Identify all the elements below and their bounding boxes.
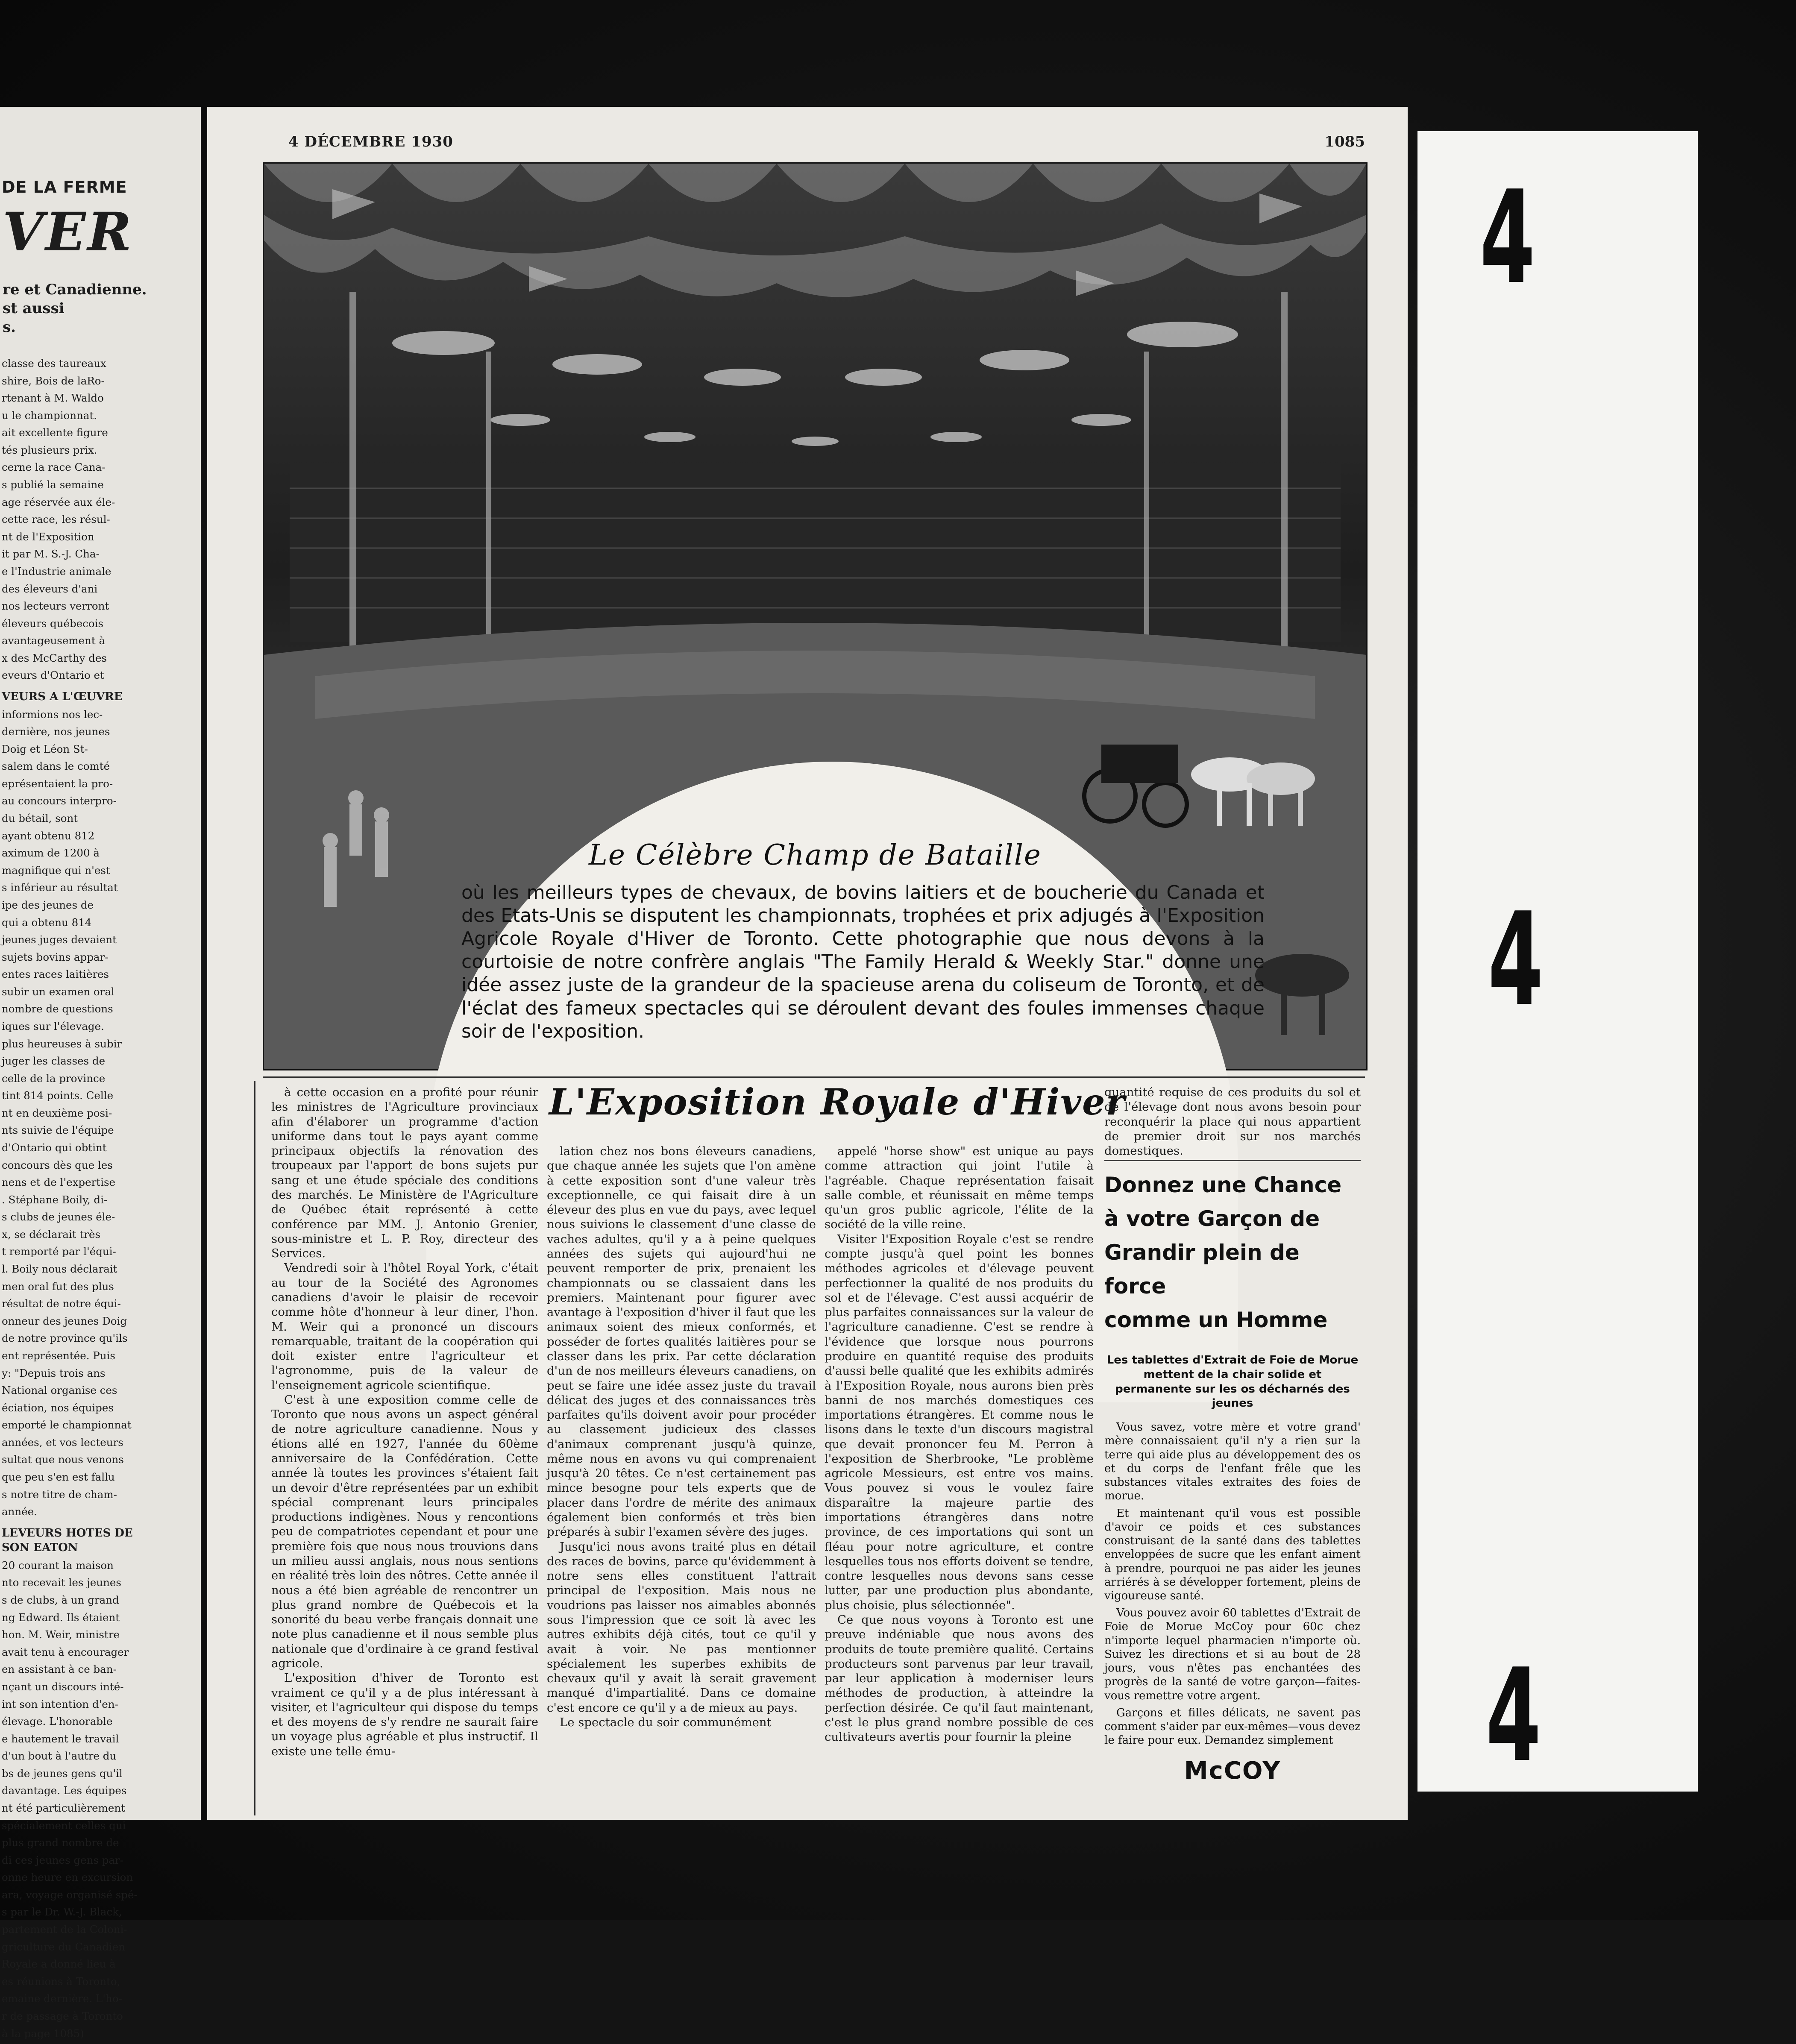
left-page-line: résultat de notre équi- bbox=[2, 1297, 121, 1310]
left-page-line: élevage. L'honorable bbox=[2, 1715, 113, 1728]
left-page-line: s clubs de jeunes éle- bbox=[2, 1211, 115, 1223]
left-page-line: ent représentée. Puis bbox=[2, 1349, 115, 1362]
left-page-line: l. Boily nous déclarait bbox=[2, 1263, 117, 1276]
article-paragraph: L'exposition d'hiver de Toronto est vraiment ce qu'il y a de plus intéressant à visiter, et l'agriculteur qui dispose du temps et des moyens de s'y rendre ne saurait faire un voyage plus agréable et plus instructif. Il existe une telle ému- bbox=[271, 1671, 538, 1758]
left-page-line: qui a obtenu 814 bbox=[2, 916, 92, 929]
target-mark: 4 bbox=[1488, 885, 1544, 1034]
article-headline: L'Exposition Royale d'Hiver bbox=[549, 1081, 1126, 1123]
left-page-line: informions nos lec- bbox=[2, 708, 103, 721]
left-page-line: National organise ces bbox=[2, 1384, 117, 1397]
left-page-line: emporté le championnat bbox=[2, 1419, 132, 1431]
left-page-line: emaine dernière. L'ho- bbox=[2, 1992, 122, 2005]
page-number: 1085 bbox=[1324, 133, 1365, 150]
left-page-line: éleveurs québecois bbox=[2, 617, 104, 630]
newspaper-page bbox=[207, 107, 1408, 1820]
left-page-line: entes races laitières bbox=[2, 968, 109, 981]
article-paragraph: à cette occasion en a profité pour réunir les ministres de l'Agriculture provinciaux afin d'élaborer un programme d'action uniforme dans tout le pays ayant comme principaux objectifs la rénovation des troupeaux par l'apport de bons sujets pur sang et une étude spéciale des conditions des marchés. Le Ministère de l'Agriculture de Québec était représenté à cette conférence par MM. J. Antonio Grenier, sous-ministre et L. P. Roy, directeur des Services. bbox=[271, 1085, 538, 1261]
left-page-line: rtenant à M. Waldo bbox=[2, 392, 104, 405]
ad-subhead: Les tablettes d'Extrait de Foie de Morue mettent de la chair solide et permanente sur les os décharnés des jeunes bbox=[1106, 1354, 1359, 1410]
left-page-line: it par M. S.-J. Cha- bbox=[2, 548, 100, 560]
rule bbox=[263, 1076, 1365, 1078]
ad-paragraph: Garçons et filles délicats, ne savent pas comment s'aider par eux-mêmes—vous devez le faire pour eux. Demandez simplement bbox=[1104, 1706, 1361, 1747]
left-page-line: s inférieur au résultat bbox=[2, 881, 118, 894]
mccoy-advertisement bbox=[1104, 1168, 1361, 1785]
ad-paragraph: Vous pouvez avoir 60 tablettes d'Extrait de Foie de Morue McCoy pour 60c chez n'importe lequel pharmacien n'importe où. Suivez les directions et si au bout de 28 jours, vous n'êtes pas enchantées des progrès de la santé de votre garçon—faites-vous remettre votre argent. bbox=[1104, 1607, 1361, 1702]
target-mark: 4 bbox=[1480, 163, 1535, 312]
left-page-line: ng Edward. Ils étaient bbox=[2, 1611, 120, 1624]
article-paragraph: C'est à une exposition comme celle de Toronto que nous avons un aspect général de notre agriculture canadienne. Nous y étions allé en 1927, l'année du 60ème anniversaire de la Confédération. Cette année là toutes les provinces s'étaient fait un devoir d'être représentées par un exhibit spécial comprenant leurs principales productions indigènes. Nous y rencontions peu de compatriotes cependant et pour une première fois que nous nous trouvions dans un milieu aussi anglais, nous nous sentions en réalité très loin des nôtres. Cette année il nous a été bien agréable de rencontrer un plus grand nombre de Québecois et la sonorité du beau verbe français donnait une note plus canadienne et il nous semble plus nationale que d'ordinaire à ce grand festival agricole. bbox=[271, 1393, 538, 1670]
left-page-line: nt de l'Exposition bbox=[2, 530, 94, 543]
left-page-line: davantage. Les équipes bbox=[2, 1784, 127, 1797]
left-page-line: s publié la semaine bbox=[2, 478, 104, 491]
left-page-line: dernière, nos jeunes bbox=[2, 725, 110, 738]
left-page-line: juger les classes de bbox=[2, 1055, 106, 1067]
left-page-line: nt en deuxième posi- bbox=[2, 1106, 112, 1119]
photo-title: Le Célèbre Champ de Bataille bbox=[589, 839, 1042, 871]
left-page-line: x des McCarthy des bbox=[2, 651, 107, 664]
left-page bbox=[0, 107, 201, 2040]
page-date: 4 DÉCEMBRE 1930 bbox=[288, 133, 453, 150]
ad-headline: Donnez une Chance à votre Garçon de Grandir plein de force comme un Homme bbox=[1104, 1173, 1342, 1332]
left-page-line: avantageusement à bbox=[2, 634, 106, 647]
article-column-2 bbox=[547, 1144, 816, 1730]
article-column-3 bbox=[825, 1144, 1094, 1745]
arena-photograph bbox=[263, 162, 1368, 1070]
ad-body bbox=[1104, 1420, 1361, 1747]
left-page-line: onneur des jeunes Doig bbox=[2, 1314, 127, 1327]
left-page-line: x, se déclarait très bbox=[2, 1228, 101, 1240]
left-page-line: eprésentaient la pro- bbox=[2, 777, 113, 790]
left-page-line: d'un bout à l'autre du bbox=[2, 1750, 117, 1762]
left-page-line: s notre titre de cham- bbox=[2, 1488, 117, 1501]
left-page-line: griculture du Canadien bbox=[2, 1940, 125, 1953]
left-page-line: année. bbox=[2, 1505, 37, 1518]
left-page-line: y: "Depuis trois ans bbox=[2, 1367, 106, 1379]
left-page-line: ara, voyage organisé spé- bbox=[2, 1888, 138, 1901]
left-page-line: sujets bovins appar- bbox=[2, 950, 109, 963]
left-page-line: e hautement le travail bbox=[2, 1732, 119, 1745]
article-paragraph: Vendredi soir à l'hôtel Royal York, c'était au tour de la Société des Agronomes canadiens d'avoir le plaisir de recevoir comme hôte d'honneur à leur diner, l'hon. M. Weir qui a prononcé un discours remarquable, traitant de la coopération qui doit exister entre l'agriculteur et l'agronomme, puis de la valeur de l'enseignement agricole scientifique. bbox=[271, 1261, 538, 1392]
left-page-line: u le championnat. bbox=[2, 409, 97, 422]
left-page-line: que peu s'en est fallu bbox=[2, 1471, 115, 1483]
left-page-line: cerne la race Cana- bbox=[2, 461, 106, 474]
left-page-line: avait tenu à encourager bbox=[2, 1645, 129, 1658]
left-page-big-title: VER bbox=[3, 201, 133, 263]
left-page-line: plus grand nombre de bbox=[2, 1836, 119, 1849]
microfilm-target-card bbox=[1417, 131, 1698, 1792]
left-page-line: celle de la province bbox=[2, 1072, 106, 1085]
left-page-line: t remporté par l'équi- bbox=[2, 1245, 116, 1258]
photo-caption: où les meilleurs types de chevaux, de bovins laitiers et de boucherie du Canada et des Etats-Unis se disputent les championnats, trophées et prix adjugés à l'Exposition Agricole Royale d'Hiver de Toronto. Cette photographie que nous devons à la courtoisie de notre confrère anglais "The Family Herald & Weekly Star." donne une idée assez juste de la grandeur de la spacieuse arena du coliseum de Toronto, et de l'éclat des fameux spectacles qui se déroulent devant des foules immenses chaque soir de l'exposition. bbox=[461, 882, 1265, 1042]
article-paragraph: Jusqu'ici nous avons traité plus en détail des races de bovins, parce qu'évidemment à notre sens elles constituent l'attrait principal de l'exposition. Mais nous ne voudrions pas laisser nos aimables abonnés sous l'impression que ce soit là avec les autres exhibits déjà cités, tout ce qu'il y avait à voir. Ne pas mentionner spécialement les superbes exhibits de chevaux qu'il y avait là serait gravement manqué d'impartialité. Dans ce domaine c'est encore ce qu'il y a de mieux au pays. bbox=[547, 1540, 816, 1715]
left-page-line: éciation, nos équipes bbox=[2, 1401, 114, 1414]
ad-paragraph: Et maintenant qu'il vous est possible d'avoir ce poids et ces substances construisant de la santé dans des tablettes enveloppées de sucre que les enfant aiment à prendre, pourquoi ne pas aider les jeunes arriérés à se développer fortement, pleins de vigoureuse santé. bbox=[1104, 1507, 1361, 1602]
article-column-1 bbox=[271, 1085, 538, 1759]
left-page-line: au concours interpro- bbox=[2, 795, 117, 807]
left-page-line: Royale a donné lieu à bbox=[2, 1958, 116, 1971]
left-page-line: spécialement celles qui bbox=[2, 1819, 126, 1832]
left-page-line: age réservée aux éle- bbox=[2, 496, 115, 508]
left-page-line: d'Ontario qui obtint bbox=[2, 1141, 107, 1154]
left-page-line: iques sur l'élevage. bbox=[2, 1020, 104, 1032]
left-page-line: shire, Bois de laRo- bbox=[2, 374, 105, 387]
left-page-line: bs de jeunes gens qu'il bbox=[2, 1767, 123, 1780]
left-page-line: int son intention d'en- bbox=[2, 1698, 118, 1710]
article-paragraph: Ce que nous voyons à Toronto est une preuve indéniable que nous avons des produits de toute première qualité. Certains producteurs sont parvenus par leur travail, par leur application à moderniser leurs méthodes de production, à atteindre la perfection désirée. Ce qu'il faut maintenant, c'est le plus grand nombre possible de ces cultivateurs avertis pour fournir la pleine bbox=[825, 1613, 1094, 1744]
article-column-4 bbox=[1104, 1085, 1361, 1158]
left-page-line: ayant obtenu 812 bbox=[2, 829, 95, 842]
left-page-line: cette race, les résul- bbox=[2, 513, 110, 526]
left-page-line: en assistant à ce ban- bbox=[2, 1663, 117, 1676]
column-4-paragraph: quantité requise de ces produits du sol et de l'élevage dont nous avons besoin pour reconquérir la place qui nous appartient de premier droit sur nos marchés domestiques. bbox=[1104, 1085, 1361, 1158]
left-page-line: sultat que nous venons bbox=[2, 1453, 124, 1466]
left-page-line: du bétail, sont bbox=[2, 812, 78, 825]
left-page-line: nto recevait les jeunes bbox=[2, 1576, 121, 1589]
left-page-line: plus heureuses à subir bbox=[2, 1037, 122, 1050]
left-page-line: concours dès que les bbox=[2, 1158, 113, 1171]
left-page-line: men oral fut des plus bbox=[2, 1280, 114, 1293]
left-page-line: nens et de l'expertise bbox=[2, 1176, 116, 1189]
left-page-line: nos lecteurs verront bbox=[2, 600, 109, 613]
left-page-line: nts suivie de l'équipe bbox=[2, 1124, 114, 1137]
ad-paragraph: Vous savez, votre mère et votre grand' mère connaissaient qu'il n'y a rien sur la terre qui aide plus au développement des os et du corps de l'enfant frêle que les substances vitales extraites des foies de morue. bbox=[1104, 1421, 1361, 1503]
ad-brand: McCOY bbox=[1184, 1757, 1281, 1785]
left-page-line: e l'Industrie animale bbox=[2, 565, 112, 578]
left-page-line: s par le Dr. W.-J. Black, bbox=[2, 1906, 122, 1918]
left-page-line: r de passage à Toronto bbox=[2, 2009, 123, 2022]
left-page-line: tés plusieurs prix. bbox=[2, 443, 97, 456]
left-page-line: Doig et Léon St- bbox=[2, 742, 88, 755]
article-paragraph: Le spectacle du soir communément bbox=[560, 1715, 772, 1729]
left-page-line: aximum de 1200 à bbox=[2, 847, 100, 859]
article-paragraph: appelé "horse show" est unique au pays comme attraction qui joint l'utile à l'agréable. Chaque représentation faisait salle comble, et réunissait en même temps qu'un gros public agricole, l'élite de la société de la ville reine. bbox=[825, 1144, 1094, 1232]
left-page-line: à la page 1085) bbox=[2, 2027, 84, 2040]
left-page-line: tint 814 points. Celle bbox=[2, 1089, 114, 1102]
left-page-column bbox=[2, 357, 194, 2044]
left-page-header: DE LA FERME bbox=[2, 178, 127, 196]
left-page-line: onne heure en excursion bbox=[2, 1871, 133, 1884]
left-page-line: es réunions à Toronto, bbox=[2, 1975, 120, 1988]
left-page-line: 20 courant la maison bbox=[2, 1559, 114, 1572]
left-page-line: ipe des jeunes de bbox=[2, 898, 94, 911]
rule bbox=[254, 1081, 255, 1815]
left-page-line: années, et vos lecteurs bbox=[2, 1436, 123, 1449]
left-page-heading: LEVEURS HOTES DE SON EATON bbox=[2, 1526, 133, 1554]
left-page-line: classe des taureaux bbox=[2, 357, 106, 370]
left-page-line: hon. M. Weir, ministre bbox=[2, 1628, 120, 1641]
left-page-line: magnifique qui n'est bbox=[2, 864, 110, 877]
left-page-heading: VEURS A L'ŒUVRE bbox=[2, 690, 123, 703]
left-page-line: eveurs d'Ontario et bbox=[2, 669, 104, 682]
target-mark: 4 bbox=[1486, 1641, 1541, 1790]
left-page-line: . Stéphane Boily, di- bbox=[2, 1193, 108, 1206]
left-page-line: nçant un discours inté- bbox=[2, 1680, 124, 1693]
left-page-line: di ces jeunes gens par- bbox=[2, 1853, 124, 1866]
article-paragraph: Visiter l'Exposition Royale c'est se rendre compte jusqu'à quel point les bonnes méthodes agricoles et d'élevage peuvent perfectionner la qualité de nos produits du sol et de l'élevage. C'est aussi acquérir de plus parfaites connaissances sur la valeur de l'agriculture canadienne. C'est se rendre à l'évidence que lorsque nous pourrons produire en quantité requise des produits d'aussi belle qualité que les exhibits admirés à l'Exposition Royale, nous aurons bien près banni de nos marchés domestiques ces importations étrangères. Et comme nous le lisons dans le texte d'un discours magistral que devait prononcer feu M. Perron à l'exposition de Sherbrooke, "Le problème agricole Messieurs, est entre vos mains. Vous pouvez si vous le voulez faire disparaître la majeure partie des importations étrangères dans notre province, de ces importations qui sont un fléau pour notre agriculture, et contre lesquelles tous nos efforts doivent se tendre, contre lesquelles nous devons sans cesse lutter, par une production plus abondante, plus choisie, plus sélectionnée". bbox=[825, 1232, 1094, 1612]
left-page-line: partement de la Coloni- bbox=[2, 1923, 127, 1936]
left-page-line: salem dans le comté bbox=[2, 760, 110, 773]
left-page-line: ait excellente figure bbox=[2, 426, 108, 439]
left-page-line: des éleveurs d'ani bbox=[2, 582, 98, 595]
article-paragraph: lation chez nos bons éleveurs canadiens, que chaque année les sujets que l'on amène à cette exposition sont d'une valeur très exceptionnelle, ce qui faisait dire à un éleveur des plus en vue du pays, avec lequel nous suivions le classement d'une classe de vaches adultes, qu'il y a à peine quelques années des sujets qui aujourd'hui ne peuvent remporter de prix, prenaient les championnats ou se classaient dans les premiers. Maintenant pour figurer avec avantage à l'exposition d'hiver il faut que les animaux soient des mieux conformés, et posséder de fortes qualités laitières pour se classer dans les prix. Par cette déclaration d'un de nos meilleurs éleveurs canadiens, on peut se faire une idée assez juste du travail délicat des juges et des connaissances très parfaites qu'ils doivent avoir pour procéder au classement judicieux des classes d'animaux comprenant jusqu'à quinze, même nous en avons vu qui comprenaient jusqu'à 20 têtes. Ce n'est certainement pas mince besogne pour tels experts que de placer dans l'ordre de mérite des animaux également bien conformés et très bien préparés à subir l'examen sévère des juges. bbox=[547, 1144, 816, 1539]
rule bbox=[1104, 1160, 1361, 1161]
left-page-line: de notre province qu'ils bbox=[2, 1332, 128, 1345]
left-page-line: s de clubs, à un grand bbox=[2, 1594, 119, 1607]
left-page-line: subir un examen oral bbox=[2, 985, 114, 998]
left-page-line: jeunes juges devaient bbox=[2, 933, 117, 946]
left-page-subtitle: re et Canadienne. st aussi s. bbox=[3, 281, 147, 336]
left-page-line: nombre de questions bbox=[2, 1003, 113, 1015]
left-page-line: nt été particulièrement bbox=[2, 1801, 125, 1814]
